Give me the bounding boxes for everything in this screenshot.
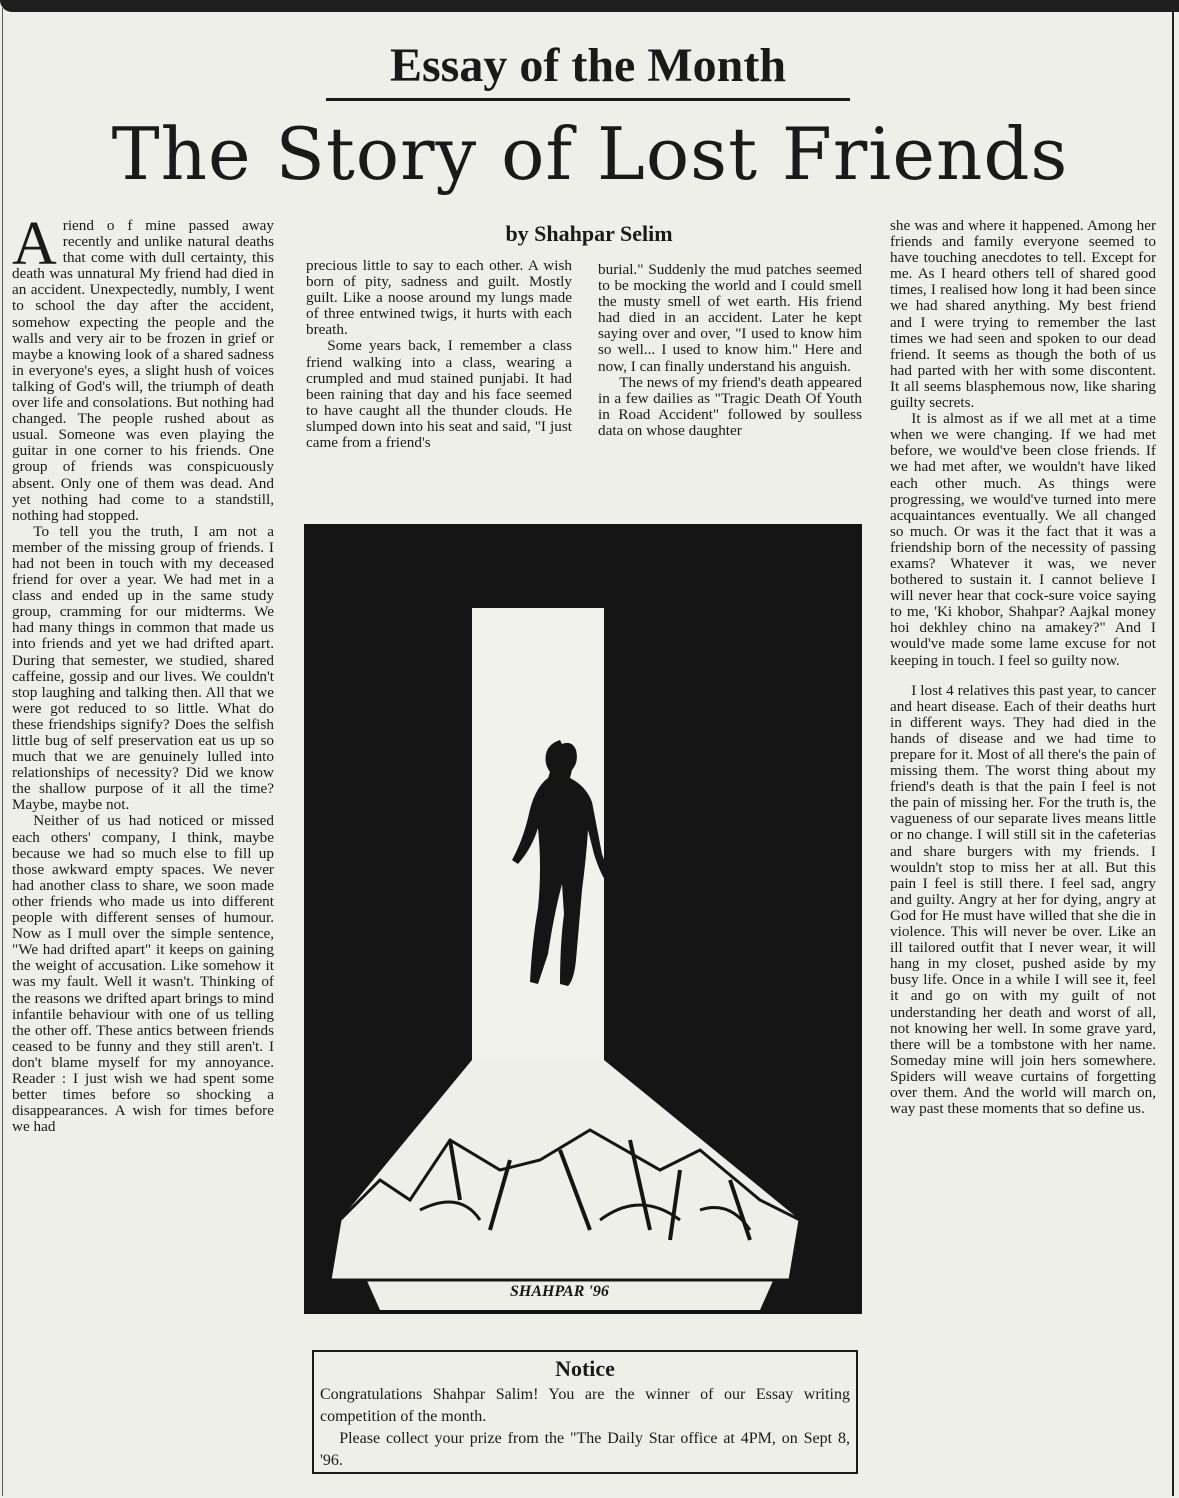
- section-kicker: Essay of the Month: [326, 36, 850, 101]
- page-left-border: [2, 8, 3, 1496]
- notice-box: [312, 1350, 858, 1474]
- doorway-illustration: [300, 520, 870, 1318]
- notice-text: Please collect your prize from the "The Daily Star office at 4PM, on Sept 8, '96.: [320, 1430, 850, 1469]
- paragraph: Neither of us had noticed or missed each others' company, I think, maybe because we had so much else to fill up those awkward empty spaces. We never had another class to share, we soon made other friends who made us into different people with different senses of humour. Now as I mull over the simple sentence, "We had drifted apart" it keeps on gaining the weight of accusation. Like somehow it was my fault. Well it wasn't. Thinking of the reasons we drifted apart brings to mind infantile behaviour with one of us telling the other off. These antics between friends ceased to be funny and they still aren't. I don't blame myself for my annoyance. Reader : I just wish we had spent some better times before so shocking a disappearances. A wish for times before we had: [12, 812, 274, 1136]
- page-right-border: [1172, 8, 1174, 1496]
- notice-text: Congratulations Shahpar Salim! You are the winner of our Essay writing competition of the month.: [320, 1386, 850, 1425]
- paragraph: To tell you the truth, I am not a member of the missing group of friends. I had not been in touch with my deceased friend for over a year. We had met in a class and ended up in the same study group, cramming for our midterms. We had many things in common that made us into friends and yet we had drifted apart. During that semester, we studied, shared caffeine, gossip and our lives. We couldn't stop laughing and talking then. All that we were got reduced to so little. What do these friendships signify? Does the selfish little bug of self preservation eat us up so much that we are genuinely lulled into relationships of necessity? Did we know the shallow purpose of it all the time? Maybe, maybe not.: [12, 522, 274, 814]
- page-top-border: [0, 0, 1179, 12]
- headline: The Story of Lost Friends: [111, 112, 1069, 196]
- paragraph: [12, 210, 274, 524]
- paragraph: The news of my friend's death appeared in a few dailies as "Tragic Death Of Youth in Road Accident" followed by soulless data on whose daughter: [598, 373, 862, 439]
- article-column-4: [890, 218, 1156, 1486]
- paragraph: I lost 4 relatives this past year, to cancer and heart disease. Each of their deaths hurt in different ways. They had died in the hands of disease and we had time to prepare for it. Most of all there's the pain of missing them. The worst thing about my friend's death is that the pain I feel is not the pain of missing her. For the truth is, the vagueness of our separate lives means little or no change. I will still sit in the cafeterias and share burgers with my friends. I wouldn't stop to miss her at all. But this pain I feel is still there. I feel sad, angry and guilty. Angry at her for dying, angry at God for He must have willed that she die in violence. This will never be over. Like an ill tailored outfit that I never wear, it will hang in my closet, pushed aside by my busy life. Once in a while I will see it, feel it and go on with my guilt of not understanding her death and worst of all, not knowing her well. In some grave yard, there will be a tombstone with her name. Someday mine will join hers somewhere. Spiders will weave curtains of forgetting over them. And the world will march on, way past these moments that so define us.: [890, 681, 1156, 1118]
- paragraph-text: riend o f mine passed away recently and unlike natural deaths that come with dull certainty, this death was unnatural My friend had died in an accident. Unexpectedly, numbly, I went to school the day after the accident, somehow expecting the people and the walls and very air to be frozen in grief or maybe a knowing look of a shared sadness in everyone's eyes, a slight hush of voices talking of God's will, the triumph of death over life and consolations. But nothing had changed. The people rushed about as usual. Someone was even playing the guitar in one corner to his friends. One group of friends was conspicuously absent. Only one of them was dead. And yet nothing had come to a standstill, nothing had stopped.: [12, 217, 274, 524]
- paragraph: precious little to say to each other. A wish born of pity, sadness and guilt. Mostly guilt. Like a noose around my lungs made of three entwined twigs, it hurts with each breath.: [306, 257, 572, 339]
- paragraph: It is almost as if we all met at a time when we were changing. If we had met before, we would've been close friends. If we had met after, we wouldn't have liked each other much. As things were progressing, we would've turned into mere acquaintances eventually. We all changed so much. Or was it the fact that it was a friendship born of the necessity of passing exams? Whatever it was, we never bothered to sustain it. I cannot believe I will never hear that cock-sure voice saying to me, 'Ki khobor, Shahpar? Aajkal money hoi dekhley chino na amakey?" And I would've made some lame excuse for not keeping in touch. I feel so guilty now.: [890, 410, 1156, 669]
- paragraph: she was and where it happened. Among her friends and family everyone seemed to have touching anecdotes to tell. Except for me. As I heard others tell of shared good times, I realised how long it had been since we had shared anything. My best friend and I were trying to remember the last times we had seen and spoken to our dead friend. It seems as though the both of us had parted with her with some discontent. It all seems blasphemous now, like sharing guilty secrets.: [890, 217, 1156, 412]
- article-column-3: [598, 262, 862, 514]
- paragraph: Some years back, I remember a class friend walking into a class, wearing a crumpled and mud stained punjabi. It had been raining that day and his face seemed to have caught all the thunder clouds. He slumped down into his seat and said, "I just came from a friend's: [306, 337, 572, 452]
- notice-title: Notice: [555, 1356, 615, 1381]
- byline: by Shahpar Selim: [505, 221, 673, 246]
- drop-cap: A: [12, 210, 57, 278]
- article-column-2: [306, 257, 572, 452]
- article-column-1: [12, 210, 274, 1480]
- artist-signature: SHAHPAR '96: [510, 1283, 609, 1300]
- paragraph: burial." Suddenly the mud patches seemed to be mocking the world and I could smell the musty smell of wet earth. His friend had died in an accident. Later he kept saying over and over, "I used to know him so well... I used to know him." Here and now, I can finally understand his anguish.: [598, 261, 862, 375]
